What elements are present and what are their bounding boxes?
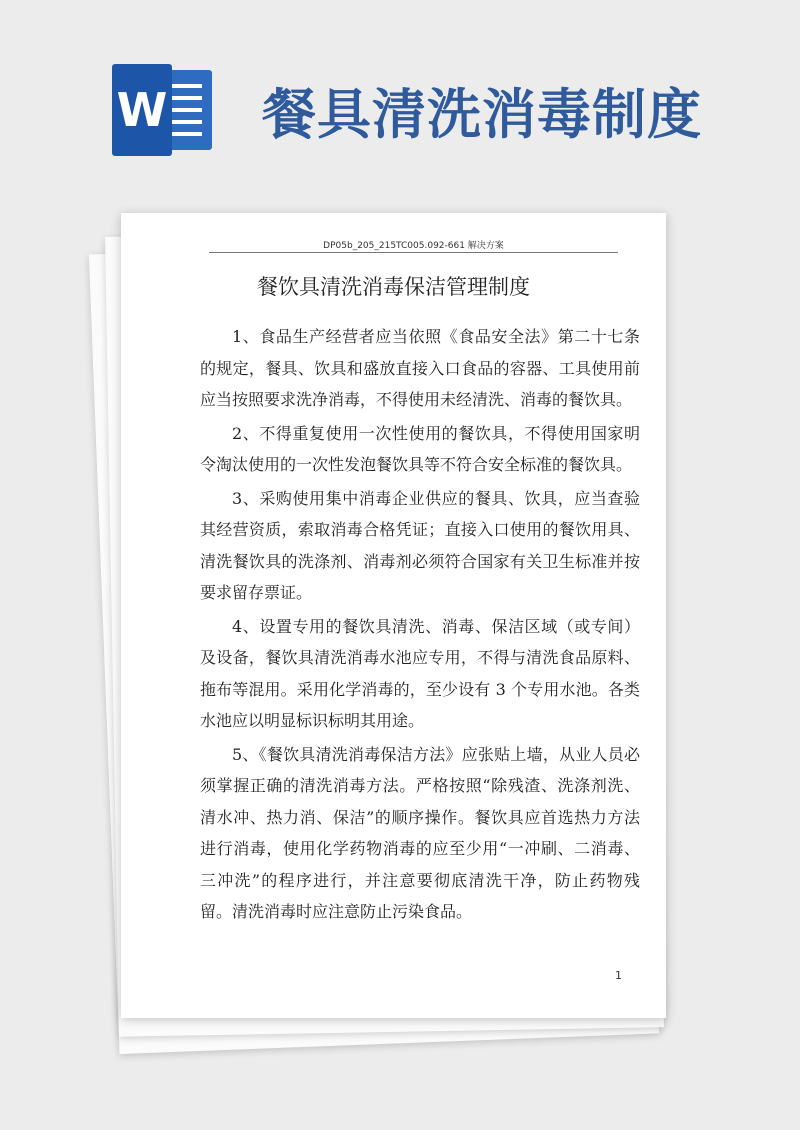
paragraph-1: 1、食品生产经营者应当依照《食品安全法》第二十七条的规定，餐具、饮具和盛放直接入口食品的容器、工具使用前应当按照要求洗净消毒，不得使用未经清洗、消毒的餐饮具。 (200, 327, 640, 409)
document-header: DP05b_205_215TC005.092-661 解决方案 (209, 238, 618, 253)
paragraph-3: 3、采购使用集中消毒企业供应的餐具、饮具，应当查验其经营资质，索取消毒合格凭证；直接入口使用的餐饮用具、清洗餐饮具的洗涤剂、消毒剂必须符合国家有关卫生标准并按要求留存票证。 (200, 488, 640, 602)
paragraph-2: 2、不得重复使用一次性使用的餐饮具，不得使用国家明令淘汰使用的一次性发泡餐饮具等不符合安全标准的餐饮具。 (200, 423, 640, 474)
paragraph-5: 5、《餐饮具清洗消毒保洁方法》应张贴上墙，从业人员必须掌握正确的清洗消毒方法。严格按照“除残渣、洗涤剂洗、清水冲、热力消、保洁”的顺序操作。餐饮具应首选热力方法进行消毒，使用化学药物消毒的应至少用“一冲刷、二消毒、三冲洗”的程序进行，并注意要彻底清洗干净，防止药物残留。清洗消毒时应注意防止污染食品。 (200, 744, 640, 921)
paragraph-4: 4、设置专用的餐饮具清洗、消毒、保洁区域（或专间）及设备，餐饮具清洗消毒水池应专用，不得与清洗食品原料、拖布等混用。采用化学消毒的，至少设有 3 个专用水池。各类水池应以明显标识标明其用途。 (200, 616, 640, 730)
document-page (121, 213, 666, 1018)
word-logo-letter: W (112, 64, 172, 156)
document-title: 餐饮具清洗消毒保洁管理制度 (257, 275, 530, 299)
banner-title: 餐具清洗消毒制度 (262, 83, 702, 146)
document-body (200, 321, 640, 928)
word-app-icon (112, 64, 214, 154)
page-number: 1 (615, 969, 622, 982)
